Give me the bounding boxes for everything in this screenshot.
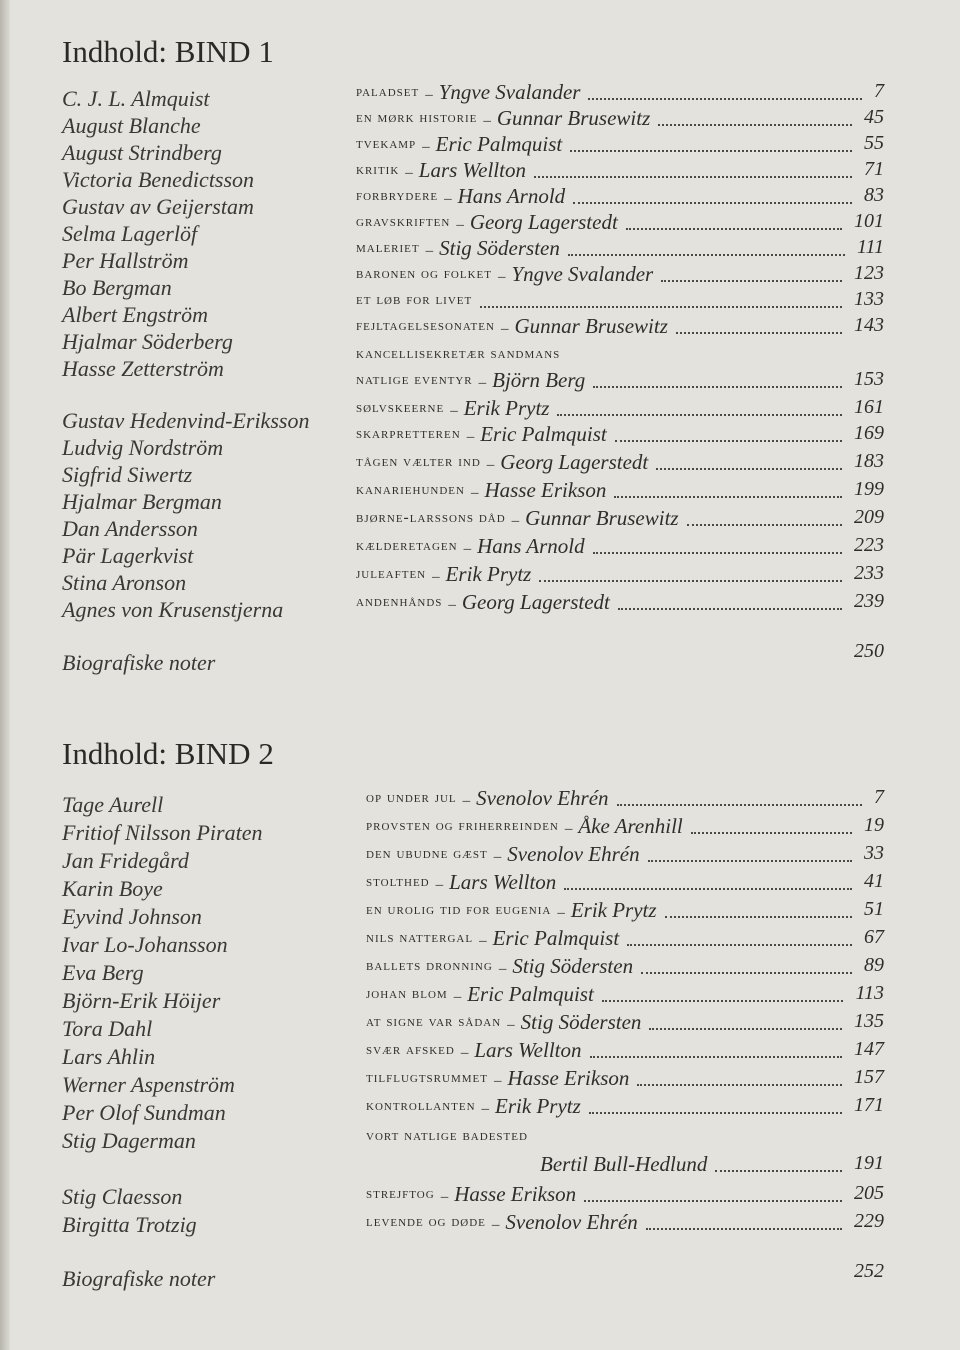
dot-leader <box>687 510 842 526</box>
story-title: bjørne-larssons dåd <box>356 509 506 526</box>
contents-entry <box>366 1094 884 1120</box>
dash-separator: – <box>511 513 520 529</box>
illustrator-name <box>448 982 594 1007</box>
illustrator-name <box>473 368 586 393</box>
dot-leader <box>676 318 842 334</box>
illustrator-name <box>435 1182 576 1207</box>
story-title: kontrollanten <box>366 1097 476 1114</box>
illustrator-text: Stig Södersten <box>520 1010 642 1034</box>
author-name: Albert Engström <box>62 302 209 327</box>
illustrator-text: Stig Södersten <box>439 236 560 260</box>
story-title: stolthed <box>366 873 430 890</box>
page-number: 153 <box>854 368 884 390</box>
illustrator-text: Hasse Erikson <box>507 1066 630 1090</box>
dash-separator: – <box>460 1045 469 1061</box>
page-number: 161 <box>854 396 884 418</box>
illustrator-text: Lars Wellton <box>474 1038 582 1062</box>
illustrator-text: Gunnar Brusewitz <box>514 314 668 338</box>
illustrator-text: Georg Lagerstedt <box>500 450 649 474</box>
dot-leader <box>570 136 852 152</box>
dash-separator: – <box>450 403 458 419</box>
dash-separator: – <box>432 569 440 585</box>
illustrator-text: Hans Arnold <box>477 534 585 558</box>
page-number: 147 <box>854 1038 884 1060</box>
dot-leader <box>665 902 852 918</box>
volume-2-bio-notes-page: 252 <box>854 1260 884 1282</box>
illustrator-name <box>486 1210 638 1235</box>
illustrator-text: Erik Prytz <box>570 898 657 922</box>
story-title: levende og døde <box>366 1213 486 1230</box>
illustrator-name <box>426 562 531 587</box>
illustrator-text: Georg Lagerstedt <box>461 590 610 614</box>
dot-leader <box>593 372 842 388</box>
dash-separator: – <box>462 793 471 809</box>
illustrator-text: Svenolov Ehrén <box>507 842 640 866</box>
illustrator-name <box>477 106 650 131</box>
contents-entry <box>356 368 884 394</box>
dot-leader <box>627 930 852 946</box>
contents-entry <box>366 1182 884 1208</box>
contents-entry <box>366 870 884 896</box>
dash-separator: – <box>470 485 479 501</box>
dash-separator: – <box>463 541 472 557</box>
author-name: Birgitta Trotzig <box>62 1212 197 1237</box>
author-name: Sigfrid Siwertz <box>62 462 193 487</box>
contents-entry <box>356 314 884 340</box>
volume-1-bio-notes-label: Biografiske noter <box>62 650 216 675</box>
dot-leader <box>641 958 852 974</box>
dash-separator: – <box>405 165 413 181</box>
story-title: johan blom <box>366 985 448 1002</box>
illustrator-name <box>493 954 633 979</box>
illustrator-text: Erik Prytz <box>445 562 532 586</box>
contents-entry <box>366 1038 884 1064</box>
contents-entry <box>366 1124 884 1150</box>
dot-leader <box>589 1098 842 1114</box>
illustrator-text: Gunnar Brusewitz <box>496 106 651 130</box>
volume-1-bio-notes-page: 250 <box>854 640 884 662</box>
author-name: Eyvind Johnson <box>62 904 202 929</box>
page-number: 67 <box>864 926 884 948</box>
dot-leader <box>715 1156 842 1172</box>
dot-leader <box>557 400 842 416</box>
illustrator-text: Erik Prytz <box>463 396 550 420</box>
illustrator-name <box>465 478 606 503</box>
contents-entry <box>366 954 884 980</box>
illustrator-name <box>430 870 557 895</box>
illustrator-text: Stig Södersten <box>512 954 634 978</box>
illustrator-text: Eric Palmquist <box>435 132 563 156</box>
page-number: 199 <box>854 478 884 500</box>
illustrator-name <box>461 422 607 447</box>
contents-entry <box>356 450 884 476</box>
page-number: 101 <box>854 210 884 232</box>
dot-leader <box>618 594 842 610</box>
story-title: op under jul <box>366 789 457 806</box>
illustrator-text: Erik Prytz <box>495 1094 581 1118</box>
dash-separator: – <box>422 139 430 155</box>
author-name: Hjalmar Bergman <box>62 489 222 514</box>
dot-leader <box>480 292 842 308</box>
contents-entry <box>356 506 884 532</box>
illustrator-text: Eric Palmquist <box>480 422 607 446</box>
story-title: sølvskeerne <box>356 399 445 416</box>
page-number: 229 <box>854 1210 884 1232</box>
dot-leader <box>637 1070 842 1086</box>
illustrator-name <box>551 898 656 923</box>
dash-separator: – <box>564 821 573 837</box>
dot-leader <box>602 986 844 1002</box>
story-title: kancellisekretær sandmans <box>356 345 561 362</box>
illustrator-name <box>488 842 640 867</box>
illustrator-text: Gunnar Brusewitz <box>525 506 679 530</box>
dash-separator: – <box>500 321 509 337</box>
story-title: juleaften <box>356 565 427 582</box>
page-number: 123 <box>854 262 884 284</box>
author-name: Stig Dagerman <box>62 1128 196 1153</box>
page-number: 19 <box>864 814 884 836</box>
author-name: Karin Boye <box>62 876 163 901</box>
author-name: Agnes von Krusenstjerna <box>62 597 284 622</box>
author-name: Per Hallström <box>62 248 189 273</box>
author-name: Gustav Hedenvind-Eriksson <box>62 408 310 433</box>
contents-entry <box>366 814 884 840</box>
dot-leader <box>593 538 842 554</box>
illustrator-name <box>399 158 526 183</box>
dot-leader <box>626 214 842 230</box>
dot-leader <box>590 1042 842 1058</box>
page-number: 51 <box>864 898 884 920</box>
page-number: 41 <box>864 870 884 892</box>
illustrator-name <box>506 506 679 531</box>
contents-entry <box>356 158 884 184</box>
contents-entry <box>366 842 884 868</box>
contents-entry <box>356 132 884 158</box>
illustrator-name <box>488 1066 629 1091</box>
illustrator-text: Eric Palmquist <box>467 982 594 1006</box>
story-title: kritik <box>356 161 400 178</box>
dot-leader <box>648 846 852 862</box>
contents-entry <box>366 1066 884 1092</box>
contents-entry <box>356 262 884 288</box>
story-title: at signe var sådan <box>366 1013 502 1030</box>
illustrator-text: Svenolov Ehrén <box>476 786 609 810</box>
illustrator-name <box>416 132 562 157</box>
contents-entry <box>366 1010 884 1036</box>
author-name: Bo Bergman <box>62 275 172 300</box>
dot-leader <box>573 188 852 204</box>
story-title: gravskriften <box>356 213 451 230</box>
page-number: 71 <box>864 158 884 180</box>
page-number: 7 <box>874 80 884 102</box>
story-title: tvekamp <box>356 135 417 152</box>
contents-entry <box>356 534 884 560</box>
dash-separator: – <box>479 933 487 949</box>
dash-separator: – <box>478 375 487 391</box>
dash-separator: – <box>448 597 456 613</box>
illustrator-name <box>455 1038 582 1063</box>
illustrator-name <box>492 262 653 287</box>
author-name: Tage Aurell <box>62 792 164 817</box>
contents-entry <box>356 236 884 262</box>
dash-separator: – <box>497 269 506 285</box>
illustrator-name <box>501 1010 641 1035</box>
page-number: 33 <box>864 842 884 864</box>
illustrator-name <box>419 80 580 105</box>
dash-separator: – <box>425 243 434 259</box>
illustrator-text: Yngve Svalander <box>438 80 581 104</box>
dot-leader <box>656 454 842 470</box>
story-title: andenhånds <box>356 593 443 610</box>
author-name: Werner Aspenström <box>62 1072 235 1097</box>
illustrator-name <box>458 534 585 559</box>
author-name: Selma Lagerlöf <box>62 221 198 246</box>
author-name: Fritiof Nilsson Piraten <box>62 820 263 845</box>
page-number: 183 <box>854 450 884 472</box>
illustrator-name <box>420 236 560 261</box>
dot-leader <box>564 874 852 890</box>
author-name: Gustav av Geijerstam <box>62 194 254 219</box>
illustrator-text: Lars Wellton <box>418 158 526 182</box>
page-number: 239 <box>854 590 884 612</box>
illustrator-name <box>444 396 549 421</box>
page-number: 111 <box>856 236 884 258</box>
author-name: August Blanche <box>62 113 201 138</box>
story-title: nils nattergal <box>366 929 474 946</box>
contents-entry <box>366 786 884 812</box>
author-name: Eva Berg <box>62 960 144 985</box>
dash-separator: – <box>557 905 565 921</box>
page-number: 169 <box>854 422 884 444</box>
dot-leader <box>614 482 842 498</box>
illustrator-name <box>481 450 648 475</box>
dot-leader <box>588 84 862 100</box>
illustrator-text: Åke Arenhill <box>578 814 683 838</box>
illustrator-name <box>476 1094 581 1119</box>
story-title: et løb for livet <box>356 291 473 308</box>
page-number: 83 <box>864 184 884 206</box>
dash-separator: – <box>491 1217 500 1233</box>
author-name: Stig Claesson <box>62 1184 183 1209</box>
contents-entry <box>356 590 884 616</box>
dash-separator: – <box>481 1101 490 1117</box>
contents-entry <box>366 1210 884 1236</box>
page-number: 7 <box>874 786 884 808</box>
contents-entry <box>356 210 884 236</box>
author-name: Hjalmar Söderberg <box>62 329 233 354</box>
author-name: C. J. L. Almquist <box>62 86 210 111</box>
illustrator-text: Hasse Erikson <box>454 1182 577 1206</box>
author-name: Lars Ahlin <box>62 1044 156 1069</box>
author-name: Ivar Lo-Johansson <box>62 932 228 957</box>
author-name: Victoria Benedictsson <box>62 167 255 192</box>
story-title: provsten og friherreinden <box>366 817 559 834</box>
illustrator-text: Eric Palmquist <box>492 926 620 950</box>
page-number: 191 <box>854 1152 884 1174</box>
contents-entry <box>356 106 884 132</box>
dot-leader <box>615 426 842 442</box>
illustrator-name <box>438 184 565 209</box>
dash-separator: – <box>425 87 433 103</box>
dot-leader <box>539 566 842 582</box>
illustrator-text: Svenolov Ehrén <box>505 1210 638 1234</box>
dash-separator: – <box>507 1017 515 1033</box>
page-gutter-shadow <box>0 0 10 1350</box>
illustrator-name <box>473 926 619 951</box>
illustrator-name <box>457 786 609 811</box>
story-title: svær afsked <box>366 1041 455 1058</box>
story-title: paladset <box>356 83 420 100</box>
page-number: 209 <box>854 506 884 528</box>
illustrator-text: Georg Lagerstedt <box>469 210 618 234</box>
page-number: 205 <box>854 1182 884 1204</box>
page-number: 133 <box>854 288 884 310</box>
author-name: Ludvig Nordström <box>62 435 224 460</box>
story-title: fejltagelsesonaten <box>356 317 495 334</box>
contents-entry <box>366 926 884 952</box>
story-title: tågen vælter ind <box>356 453 481 470</box>
author-name: Dan Andersson <box>62 516 198 541</box>
author-name: Stina Aronson <box>62 570 187 595</box>
page-number: 171 <box>854 1094 884 1116</box>
dot-leader <box>649 1014 842 1030</box>
dot-leader <box>646 1214 842 1230</box>
dash-separator: – <box>440 1189 449 1205</box>
story-title: maleriet <box>356 239 420 256</box>
dot-leader <box>661 266 842 282</box>
dot-leader <box>617 790 862 806</box>
story-title: skarpretteren <box>356 425 461 442</box>
contents-entry <box>356 562 884 588</box>
dash-separator: – <box>493 1073 502 1089</box>
page-number: 223 <box>854 534 884 556</box>
dot-leader <box>568 240 845 256</box>
story-title: en urolig tid for eugenia <box>366 901 552 918</box>
contents-entry <box>356 422 884 448</box>
dash-separator: – <box>466 429 475 445</box>
volume-2-bio-notes-label: Biografiske noter <box>62 1266 216 1291</box>
contents-entry <box>366 898 884 924</box>
page-number: 55 <box>864 132 884 154</box>
contents-entry <box>356 80 884 106</box>
dash-separator: – <box>498 961 507 977</box>
dot-leader <box>584 1186 842 1202</box>
contents-entry <box>356 342 884 368</box>
dash-separator: – <box>486 457 495 473</box>
author-name: Björn-Erik Höijer <box>62 988 221 1013</box>
story-title: natlige eventyr <box>356 371 473 388</box>
illustrator-text: Yngve Svalander <box>511 262 654 286</box>
dash-separator: – <box>493 849 502 865</box>
page-number: 135 <box>854 1010 884 1032</box>
illustrator-text: Lars Wellton <box>449 870 557 894</box>
dash-separator: – <box>456 217 464 233</box>
story-title: forbrydere <box>356 187 439 204</box>
contents-entry <box>366 1152 884 1178</box>
page-number: 233 <box>854 562 884 584</box>
author-name: Per Olof Sundman <box>62 1100 226 1125</box>
dot-leader <box>534 162 852 178</box>
illustrator-text: Björn Berg <box>492 368 586 392</box>
dash-separator: – <box>483 113 491 129</box>
dash-separator: – <box>453 989 462 1005</box>
illustrator-name <box>442 590 609 615</box>
volume-2-heading: Indhold: BIND 2 <box>62 736 274 771</box>
contents-entry <box>366 982 884 1008</box>
author-name: Tora Dahl <box>62 1016 153 1041</box>
story-title: den ubudne gæst <box>366 845 488 862</box>
page-number: 157 <box>854 1066 884 1088</box>
contents-entry <box>356 478 884 504</box>
story-title: ballets dronning <box>366 957 493 974</box>
story-title: strejftog <box>366 1185 435 1202</box>
dash-separator: – <box>444 191 452 207</box>
dot-leader <box>691 818 852 834</box>
illustrator-text: Bertil Bull-Hedlund <box>540 1152 708 1176</box>
author-name: Jan Fridegård <box>62 848 189 873</box>
illustrator-text: Hasse Erikson <box>484 478 607 502</box>
story-title: tilflugtsrummet <box>366 1069 488 1086</box>
author-name: Hasse Zetterström <box>62 356 224 381</box>
illustrator-name <box>559 814 683 839</box>
illustrator-text: Hans Arnold <box>457 184 566 208</box>
page-number: 45 <box>864 106 884 128</box>
dot-leader <box>658 110 852 126</box>
story-title: vort natlige badested <box>366 1127 528 1144</box>
contents-entry <box>356 288 884 314</box>
contents-entry <box>356 184 884 210</box>
illustrator-name <box>540 1152 707 1177</box>
illustrator-name <box>450 210 617 235</box>
author-name: August Strindberg <box>62 140 222 165</box>
contents-entry <box>356 396 884 422</box>
author-name: Pär Lagerkvist <box>62 543 194 568</box>
page-number: 113 <box>855 982 884 1004</box>
page-number: 143 <box>854 314 884 336</box>
illustrator-name <box>495 314 668 339</box>
dash-separator: – <box>435 877 444 893</box>
story-title: en mørk historie <box>356 109 478 126</box>
story-title: kanariehunden <box>356 481 465 498</box>
volume-1-heading: Indhold: BIND 1 <box>62 34 274 69</box>
story-title: kælderetagen <box>356 537 458 554</box>
story-title: baronen og folket <box>356 265 492 282</box>
page-number: 89 <box>864 954 884 976</box>
